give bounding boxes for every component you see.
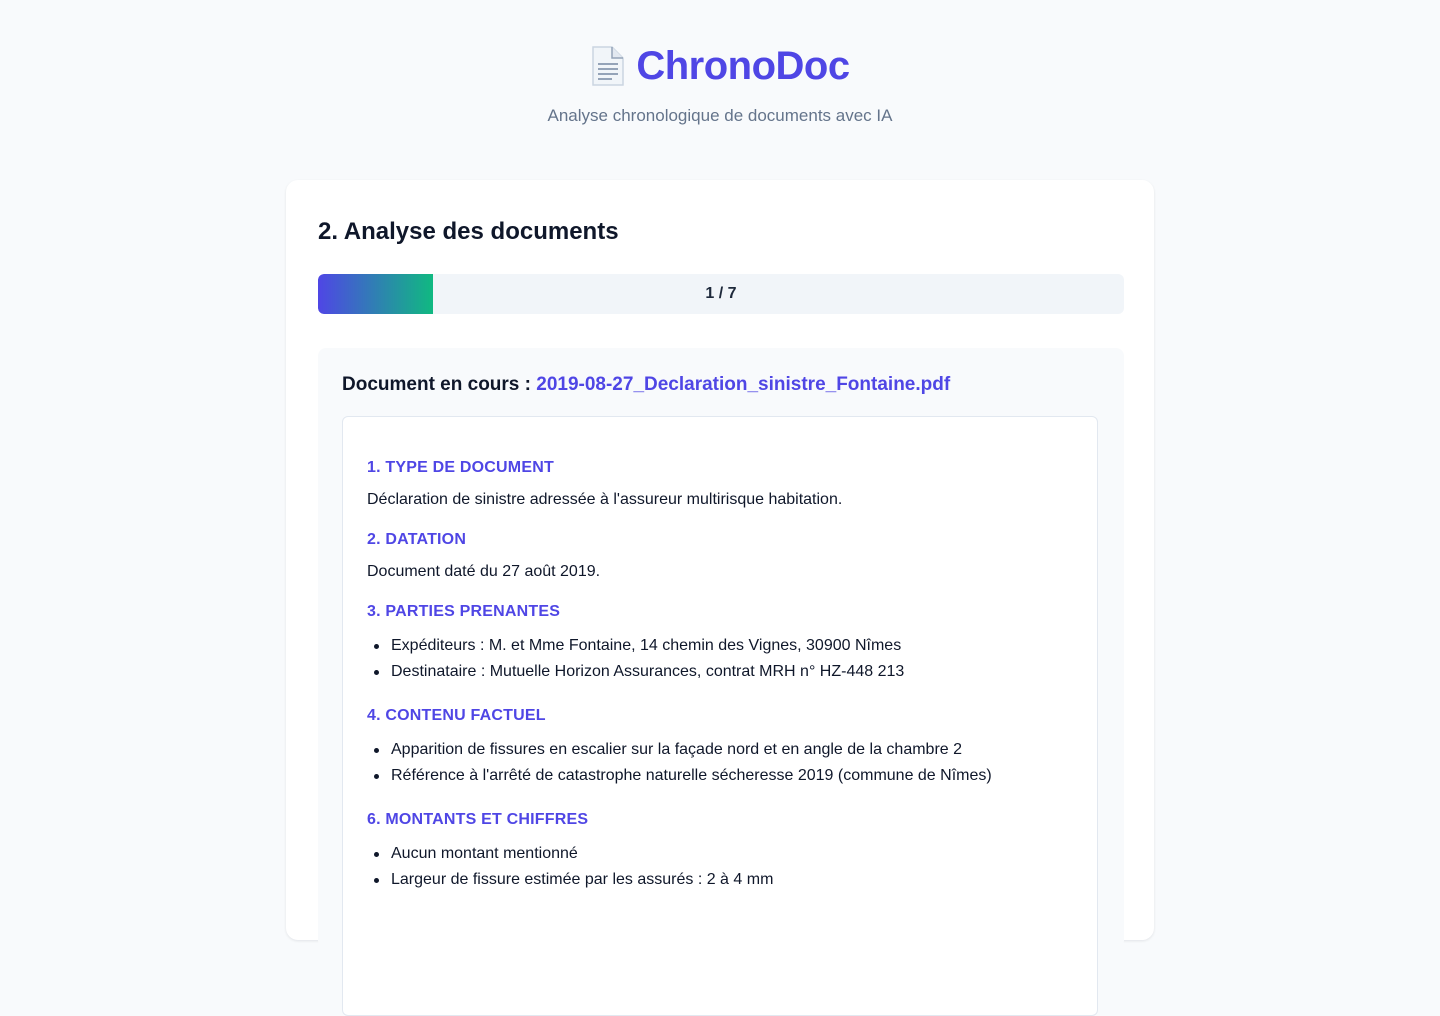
list-item: Destinataire : Mutuelle Horizon Assurances, contrat MRH n° HZ-448 213 (367, 659, 1073, 685)
analysis-section (367, 603, 1073, 685)
progress-label: 1 / 7 (705, 285, 737, 302)
brand (0, 40, 1440, 92)
list-item: Aucun montant mentionné (367, 841, 1073, 867)
list-item: Apparition de fissures en escalier sur la façade nord et en angle de la chambre 2 (367, 737, 1073, 763)
analysis-section-heading: 3. PARTIES PRENANTES (367, 603, 561, 620)
analysis-section (367, 531, 1073, 581)
analysis-section (367, 811, 1073, 893)
analysis-section-list (367, 737, 1073, 789)
document-icon (590, 45, 626, 87)
analysis-section-list (367, 841, 1073, 893)
app-title: ChronoDoc (636, 43, 850, 88)
analysis-section-heading: 6. MONTANTS ET CHIFFRES (367, 811, 589, 828)
list-item: Référence à l'arrêté de catastrophe naturelle sécheresse 2019 (commune de Nîmes) (367, 763, 1073, 789)
list-item: Expéditeurs : M. et Mme Fontaine, 14 chemin des Vignes, 30900 Nîmes (367, 633, 1073, 659)
analysis-section-heading: 1. TYPE DE DOCUMENT (367, 459, 554, 476)
section-title: 2. Analyse des documents (318, 218, 619, 245)
analysis-section-text: Document daté du 27 août 2019. (367, 563, 601, 580)
analysis-section-heading: 2. DATATION (367, 531, 467, 548)
current-document-prefix: Document en cours : (342, 374, 537, 395)
app-subtitle: Analyse chronologique de documents avec IA (547, 106, 893, 125)
analysis-section-text: Déclaration de sinistre adressée à l'assureur multirisque habitation. (367, 491, 843, 508)
app-header (0, 0, 1440, 126)
current-document-panel (318, 348, 1124, 948)
analysis-section (367, 707, 1073, 789)
list-item: Largeur de fissure estimée par les assurés : 2 à 4 mm (367, 867, 1073, 893)
analysis-section (367, 459, 1073, 509)
analysis-result (342, 416, 1098, 1016)
analysis-card (286, 180, 1154, 940)
current-document-filename: 2019-08-27_Declaration_sinistre_Fontaine.pdf (536, 374, 951, 395)
analysis-section-heading: 4. CONTENU FACTUEL (367, 707, 546, 724)
current-document-line (342, 374, 1100, 396)
progress-bar (318, 274, 1124, 314)
analysis-section-list (367, 633, 1073, 685)
